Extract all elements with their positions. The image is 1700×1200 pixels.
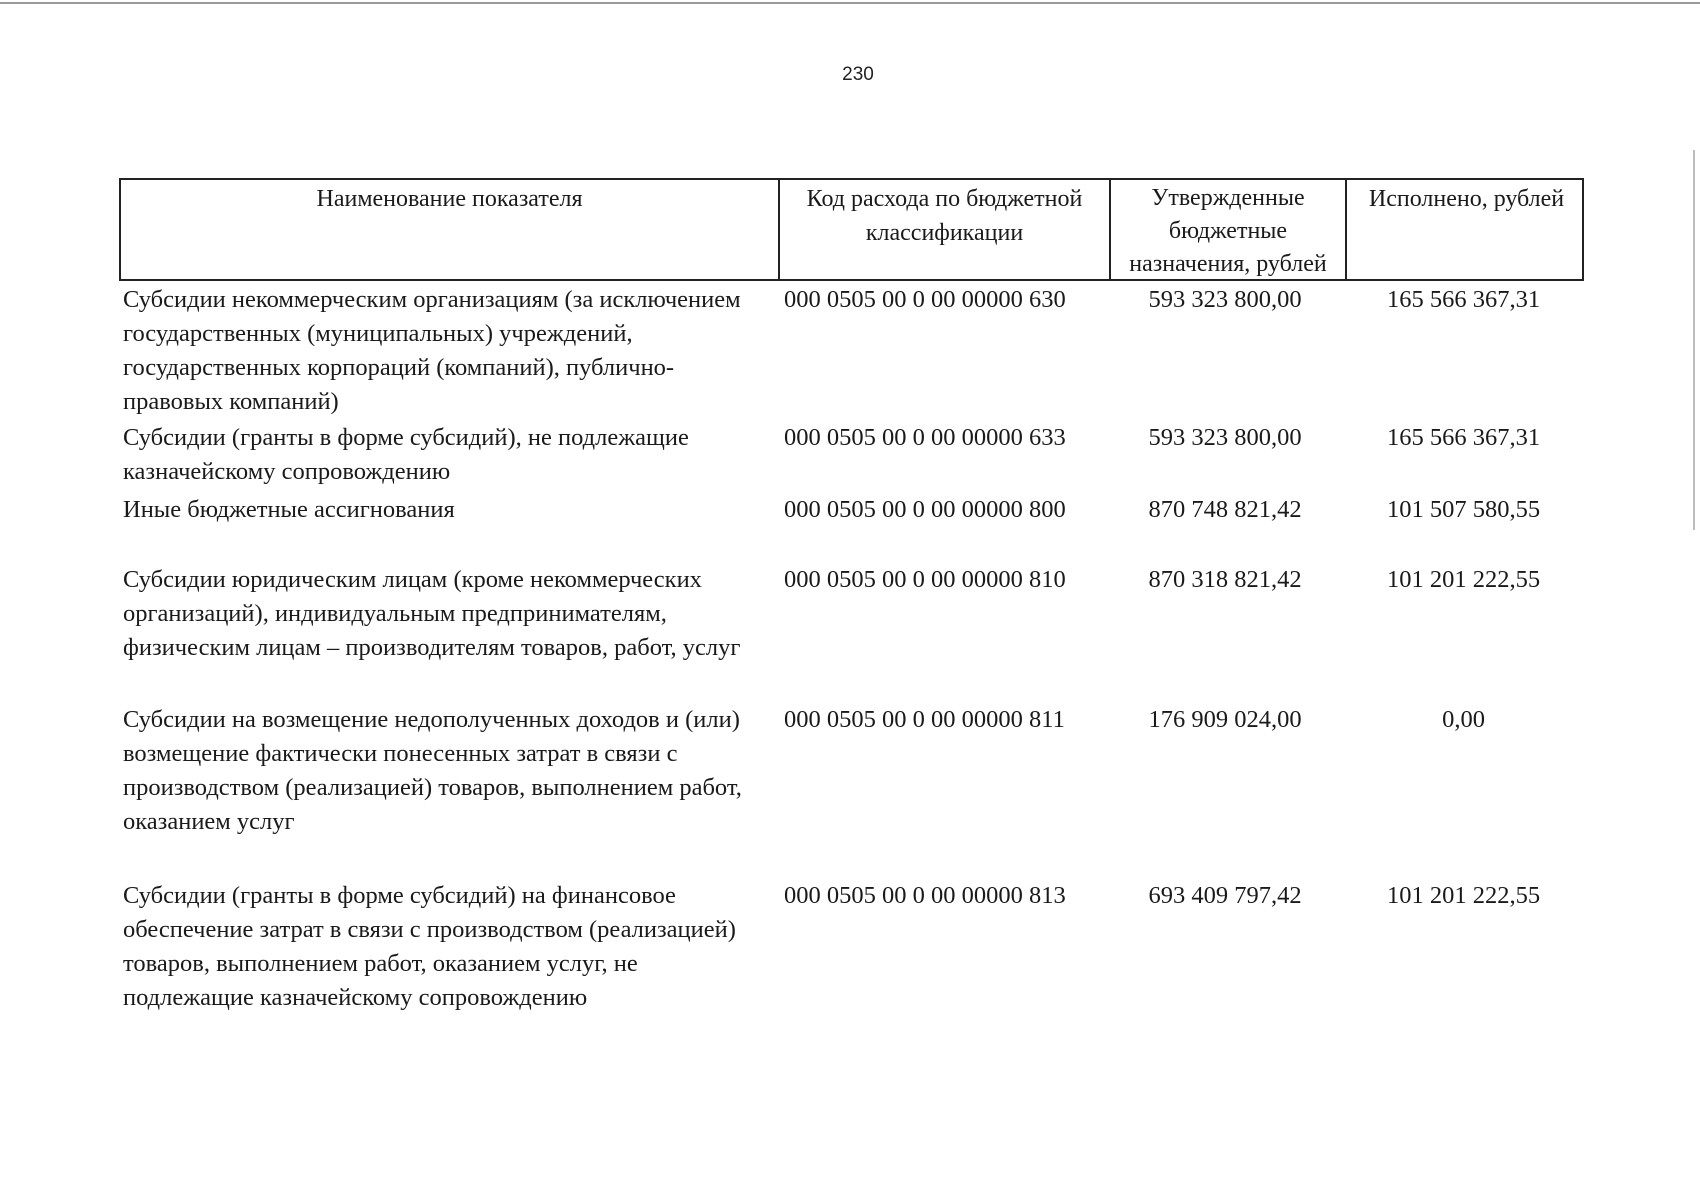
- row-code: 000 0505 00 0 00 00000 810: [784, 566, 1066, 593]
- header-executed: Исполнено, рублей: [1345, 180, 1586, 281]
- table-row: [119, 703, 1584, 879]
- row-code: 000 0505 00 0 00 00000 811: [784, 706, 1065, 733]
- row-code: 000 0505 00 0 00 00000 800: [784, 496, 1066, 523]
- row-code: 000 0505 00 0 00 00000 633: [784, 424, 1066, 451]
- row-approved: 593 323 800,00: [1148, 286, 1302, 313]
- row-approved: 870 318 821,42: [1148, 566, 1302, 593]
- table-row: [119, 421, 1584, 493]
- table-row: [119, 493, 1584, 563]
- row-code: 000 0505 00 0 00 00000 813: [784, 882, 1066, 909]
- row-name: Субсидии на возмещение недополученных доходов и (или) возмещение фактически понесенных затрат в связи с производством (реализацией) товаров, выполнением работ, оказанием услуг: [123, 706, 742, 835]
- header-approved: Утвержденные бюджетные назначения, рублей: [1109, 180, 1345, 281]
- scan-border-top: [0, 2, 1700, 4]
- table-row: [119, 281, 1584, 421]
- row-executed: 165 566 367,31: [1386, 424, 1541, 451]
- row-executed: 101 201 222,55: [1386, 882, 1541, 909]
- budget-table: [119, 178, 1584, 1019]
- row-approved: 176 909 024,00: [1148, 706, 1302, 733]
- row-name: Субсидии юридическим лицам (кроме некоммерческих организаций), индивидуальным предпринимателям, физическим лицам – производителям товаров, работ, услуг: [123, 566, 741, 661]
- row-executed: 165 566 367,31: [1386, 286, 1541, 313]
- row-executed: 101 201 222,55: [1386, 566, 1541, 593]
- row-executed: 101 507 580,55: [1386, 496, 1541, 523]
- row-code: 000 0505 00 0 00 00000 630: [784, 286, 1066, 313]
- table-row: [119, 879, 1584, 1019]
- row-name: Субсидии некоммерческим организациям (за исключением государственных (муниципальных) учреждений, государственных корпораций (компаний), публично-правовых компаний): [123, 286, 741, 415]
- table-row: [119, 563, 1584, 703]
- scan-border-right: [1693, 150, 1695, 530]
- row-executed: 0,00: [1442, 706, 1485, 733]
- row-name: Иные бюджетные ассигнования: [123, 496, 455, 523]
- row-name: Субсидии (гранты в форме субсидий), не подлежащие казначейскому сопровождению: [123, 424, 689, 485]
- page-number: 230: [842, 64, 874, 85]
- row-name: Субсидии (гранты в форме субсидий) на финансовое обеспечение затрат в связи с производством (реализацией) товаров, выполнением работ, оказанием услуг, не подлежащие казначейскому сопровождению: [123, 882, 736, 1011]
- table-header: [119, 178, 1584, 281]
- header-indicator-name: Наименование показателя: [316, 186, 583, 212]
- row-approved: 870 748 821,42: [1148, 496, 1302, 523]
- row-approved: 693 409 797,42: [1148, 882, 1302, 909]
- header-expense-code: Код расхода по бюджетной классификации: [778, 180, 1109, 281]
- row-approved: 593 323 800,00: [1148, 424, 1302, 451]
